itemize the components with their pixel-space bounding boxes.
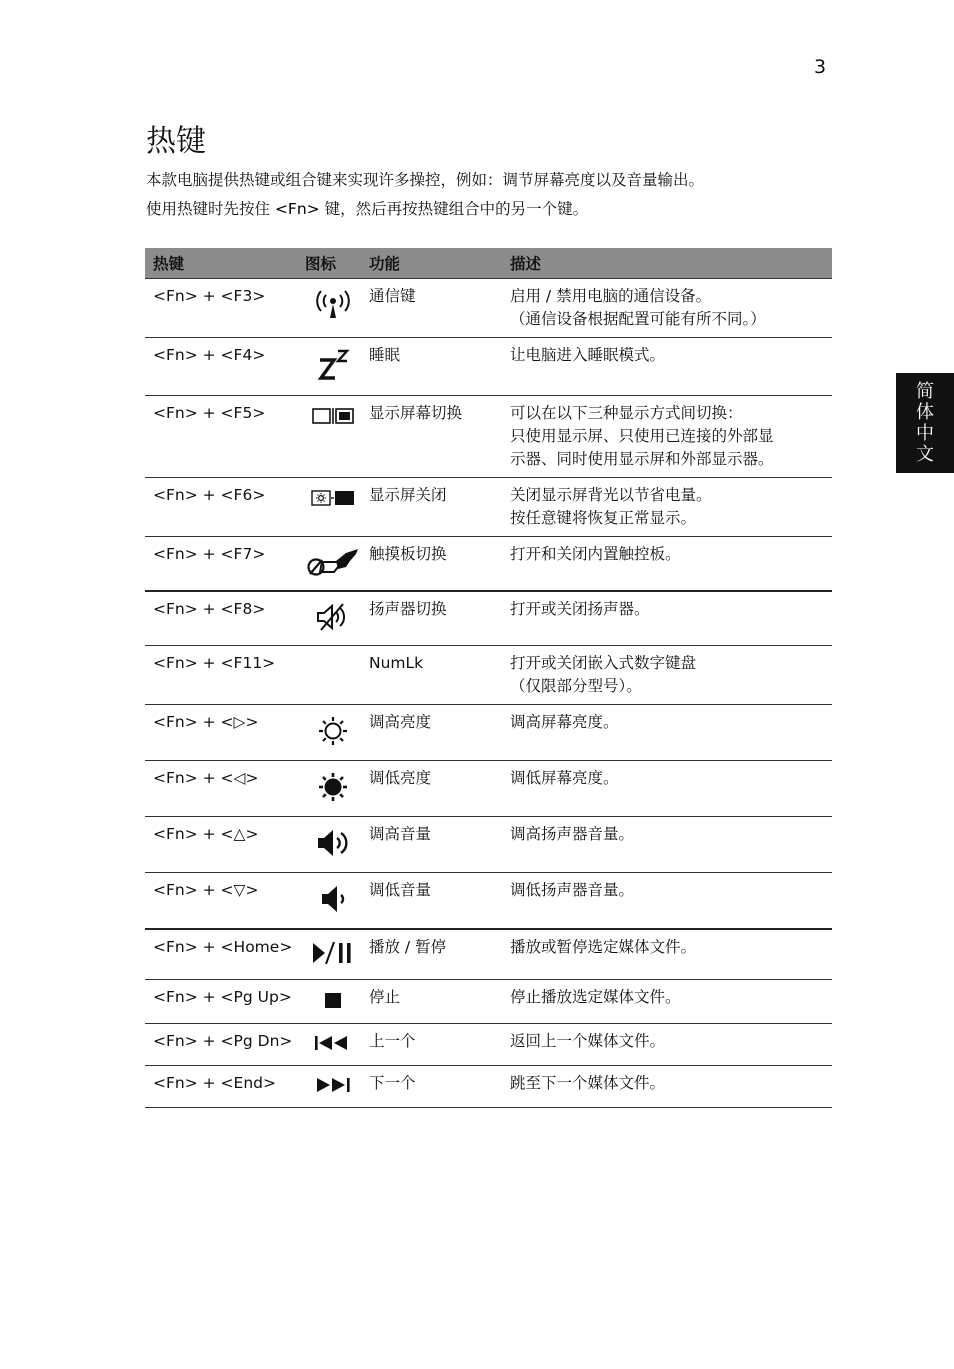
hotkey-combination: <Fn> + <End> [145,1066,305,1108]
table-row [145,478,832,537]
intro-line-2-post: 键，然后再按热键组合中的另一个键。 [319,200,589,218]
header-key: 热键 [145,248,305,279]
table-row [145,279,832,338]
description-line: 示器、同时使用显示屏和外部显示器。 [510,450,774,468]
language-tab [896,373,954,473]
description-line: 打开和关闭内置触控板。 [510,545,681,563]
description-line: 启用 / 禁用电脑的通信设备。 [510,287,712,305]
hotkey-icon-cell [305,646,361,705]
hotkey-function: 调低亮度 [361,761,502,817]
hotkey-function: 上一个 [361,1024,502,1066]
hotkey-icon-cell [305,478,361,537]
hotkey-combination: <Fn> + <Home> [145,929,305,980]
hotkey-combination: <Fn> + <F4> [145,338,305,396]
header-function: 功能 [361,248,502,279]
table-row [145,591,832,646]
next-track-icon [314,1076,352,1094]
volume-up-icon [315,827,351,859]
wireless-icon [313,289,353,319]
table-row [145,929,832,980]
screen-off-icon [311,488,355,508]
sleep-icon [316,348,350,382]
description-line: 返回上一个媒体文件。 [510,1032,666,1050]
hotkey-description [502,478,832,537]
hotkey-combination: <Fn> + <F6> [145,478,305,537]
hotkey-description [502,817,832,873]
hotkey-combination: <Fn> + <▽> [145,873,305,930]
hotkey-icon-cell [305,396,361,478]
hotkey-function: 播放 / 暂停 [361,929,502,980]
hotkey-combination: <Fn> + <F11> [145,646,305,705]
hotkey-combination: <Fn> + <F3> [145,279,305,338]
hotkey-icon-cell [305,1024,361,1066]
language-tab-char: 中 [916,423,934,444]
hotkey-combination: <Fn> + <▷> [145,705,305,761]
hotkey-icon-cell [305,873,361,930]
hotkey-description [502,980,832,1024]
hotkey-function: 调低音量 [361,873,502,930]
hotkey-combination: <Fn> + <△> [145,817,305,873]
hotkey-combination: <Fn> + <Pg Up> [145,980,305,1024]
table-header-row [145,248,832,279]
hotkey-function: 调高亮度 [361,705,502,761]
hotkey-icon-cell [305,338,361,396]
hotkey-description [502,646,832,705]
description-line: 调低屏幕亮度。 [510,769,619,787]
intro-line-1: 本款电脑提供热键或组合键来实现许多操控，例如：调节屏幕亮度以及音量输出。 [146,171,705,189]
description-line: 按任意键将恢复正常显示。 [510,509,697,527]
hotkey-description [502,929,832,980]
hotkey-description [502,873,832,930]
hotkey-description [502,279,832,338]
brightness-up-icon [317,715,349,747]
description-line: 只使用显示屏、只使用已连接的外部显 [510,427,774,445]
hotkey-description [502,1066,832,1108]
description-line: （通信设备根据配置可能有所不同。） [510,310,766,328]
hotkey-function: 扬声器切换 [361,591,502,646]
hotkey-icon-cell [305,537,361,592]
intro-line-2-pre: 使用热键时先按住 [146,200,275,218]
hotkey-icon-cell [305,980,361,1024]
volume-down-icon [317,883,349,915]
hotkey-combination: <Fn> + <F5> [145,396,305,478]
description-line: 打开或关闭嵌入式数字键盘 [510,654,697,672]
speaker-mute-icon [315,602,351,632]
hotkey-function: 触摸板切换 [361,537,502,592]
table-row [145,396,832,478]
hotkey-function: NumLk [361,646,502,705]
hotkey-combination: <Fn> + <◁> [145,761,305,817]
intro-fn-key: <Fn> [274,200,320,218]
description-line: 播放或暂停选定媒体文件。 [510,938,697,956]
page-title: 热键 [146,124,206,159]
language-tab-char: 简 [916,381,934,402]
hotkey-function: 下一个 [361,1066,502,1108]
hotkey-combination: <Fn> + <F8> [145,591,305,646]
hotkey-function: 睡眠 [361,338,502,396]
hotkey-function: 停止 [361,980,502,1024]
table-row [145,980,832,1024]
hotkey-table [145,248,832,1108]
hotkey-icon-cell [305,817,361,873]
table-row [145,873,832,930]
hotkey-icon-cell [305,761,361,817]
header-description: 描述 [502,248,832,279]
hotkey-icon-cell [305,279,361,338]
hotkey-description [502,761,832,817]
table-row [145,646,832,705]
hotkey-description [502,705,832,761]
language-tab-char: 体 [916,402,934,423]
hotkey-icon-cell [305,929,361,980]
display-toggle-icon [312,406,354,426]
hotkey-description [502,537,832,592]
description-line: 关闭显示屏背光以节省电量。 [510,486,712,504]
table-row [145,817,832,873]
hotkey-icon-cell [305,591,361,646]
hotkey-description [502,591,832,646]
page-number: 3 [814,56,827,78]
brightness-down-icon [317,771,349,803]
hotkey-description [502,1024,832,1066]
stop-icon [323,990,343,1010]
table-row [145,761,832,817]
intro-text [146,166,836,224]
table-row [145,705,832,761]
table-row [145,1066,832,1108]
description-line: 停止播放选定媒体文件。 [510,988,681,1006]
description-line: 调低扬声器音量。 [510,881,635,899]
description-line: 打开或关闭扬声器。 [510,600,650,618]
hotkey-combination: <Fn> + <Pg Dn> [145,1024,305,1066]
touchpad-toggle-icon [306,547,360,577]
hotkey-description [502,396,832,478]
description-line: 调高屏幕亮度。 [510,713,619,731]
header-icon: 图标 [305,248,361,279]
table-row [145,1024,832,1066]
play-pause-icon [311,940,355,966]
hotkey-function: 显示屏幕切换 [361,396,502,478]
description-line: 让电脑进入睡眠模式。 [510,346,666,364]
hotkey-function: 调高音量 [361,817,502,873]
hotkey-function: 显示屏关闭 [361,478,502,537]
intro-line-2 [146,195,836,224]
hotkey-description [502,338,832,396]
hotkey-function: 通信键 [361,279,502,338]
description-line: （仅限部分型号）。 [510,677,642,695]
hotkey-combination: <Fn> + <F7> [145,537,305,592]
description-line: 调高扬声器音量。 [510,825,635,843]
table-row [145,338,832,396]
hotkey-icon-cell [305,1066,361,1108]
previous-track-icon [314,1034,352,1052]
hotkey-icon-cell [305,705,361,761]
description-line: 跳至下一个媒体文件。 [510,1074,666,1092]
table-row [145,537,832,592]
language-tab-char: 文 [916,444,934,465]
description-line: 可以在以下三种显示方式间切换： [510,404,743,422]
